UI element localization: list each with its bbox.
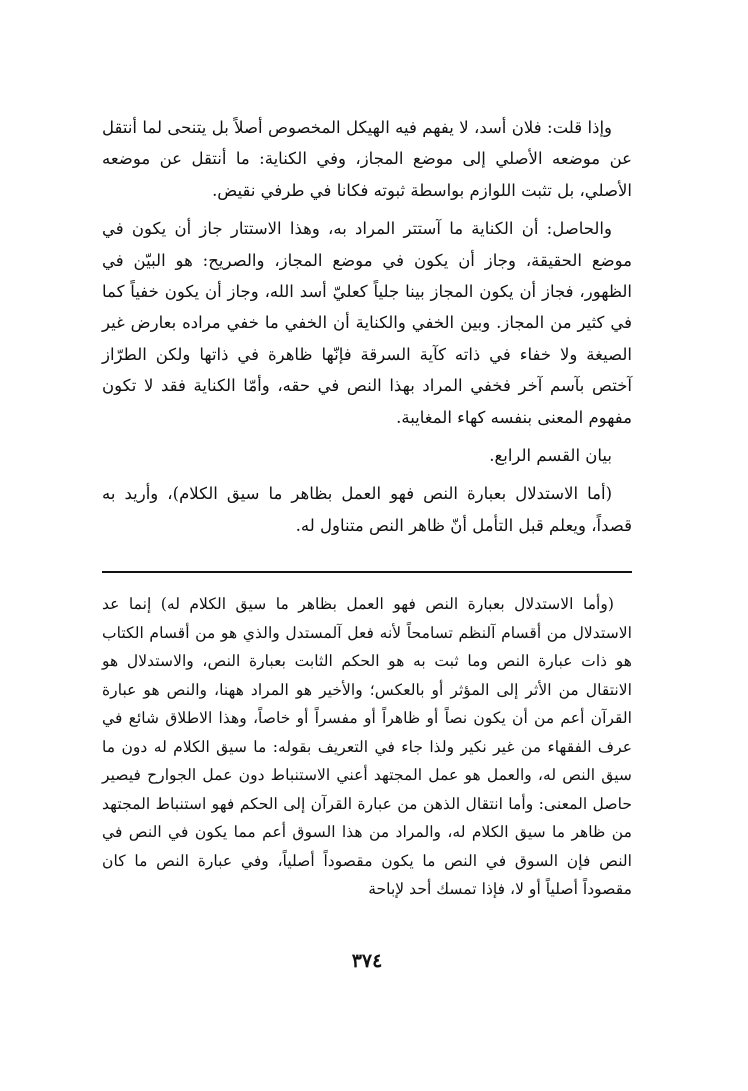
paragraph-istidlal: (أما الاستدلال بعبارة النص فهو العمل بظاهر ما سيق الكلام)، وأريد به قصداً، ويعلم قبل التأمل أنّ ظاهر النص متناول له. bbox=[102, 484, 632, 535]
book-page bbox=[102, 112, 632, 1032]
page-number: ٣٧٤ bbox=[351, 950, 383, 972]
footnote-text: (وأما الاستدلال بعبارة النص فهو العمل بظاهر ما سيق الكلام له) إنما عد الاستدلال من أقسام آلنظم تسامحاً لأنه فعل آلمستدل والذي هو من أقسام الكتاب هو ذات عبارة النص وما ثبت به هو الحكم الثابت بعبارة النص، والاستدلال هو الانتقال من الأثر إلى المؤثر أو بالعكس؛ والأخير هو المراد ههنا، والنص هو عبارة القرآن أعم من أن يكون نصاً أو ظاهراً أو مفسراً أو خاصاً، وهذا الاطلاق شائع في عرف الفقهاء من غير نكير ولذا جاء في التعريف بقوله: ما سيق الكلام له دون ما سيق النص له، والعمل هو عمل المجتهد أعني الاستنباط دون عمل الجوارح فيصير حاصل المعنى: وأما انتقال الذهن من عبارة القرآن إلى الحكم فهو استنباط المجتهد من ظاهر ما سيق الكلام له، والمراد من هذا السوق أعم مما يكون في النص في النص فإن السوق في النص ما يكون مقصوداً أصلياً، وفي عبارة النص ما كان مقصوداً أصلياً أو لا، فإذا تمسك أحد لإباحة bbox=[102, 595, 632, 898]
footnote bbox=[102, 590, 632, 904]
footnote-separator bbox=[102, 571, 632, 573]
paragraph-conclusion: والحاصل: أن الكناية ما آستتر المراد به، وهذا الاستتار جاز أن يكون في موضع الحقيقة، وجاز أن يكون في موضع المجاز، والصريح: هو البيّن في الظهور، فجاز أن يكون المجاز بينا جلياً كعليّ أسد الله، وجاز أن يكون خفياً كما في كثير من المجاز. وبين الخفي والكناية أن الخفي ما خفي مراده بعارض غير الصيغة ولا خفاء في ذاته كآية السرقة فإنّها ظاهرة في ذاتها ولكن الطرّاز آختص بآسم آخر فخفي المراد بهذا النص في حقه، وأمّا الكناية فقد لا تكون مفهوم المعنى بنفسه كهاء المغايبة. bbox=[102, 219, 632, 427]
main-text bbox=[102, 112, 632, 541]
paragraph-metaphor: وإذا قلت: فلان أسد، لا يفهم فيه الهيكل المخصوص أصلاً بل يتنحى لما أنتقل عن موضعه الأصلي إلى موضع المجاز، وفي الكناية: ما أنتقل عن موضعه الأصلي، بل تثبت اللوازم بواسطة ثبوته فكانا في طرفي نقيض. bbox=[102, 118, 632, 200]
section-heading: بيان القسم الرابع. bbox=[489, 446, 612, 466]
